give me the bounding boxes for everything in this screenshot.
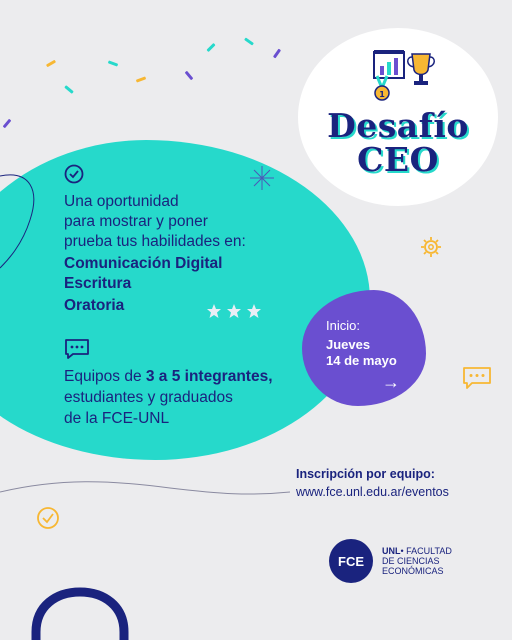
team-prefix: Equipos de: [64, 368, 146, 385]
rating-stars: [206, 303, 266, 321]
check-circle-icon: [64, 164, 84, 184]
start-day: Jueves: [326, 337, 371, 352]
confetti: [136, 76, 146, 82]
team-line-1: [64, 368, 273, 386]
skill-item: Oratoria: [64, 297, 125, 314]
gear-icon: [420, 236, 442, 258]
fce-logo: FCE: [329, 539, 373, 583]
title-line-2: CEO: [357, 140, 439, 179]
arrow-right-icon: →: [382, 372, 400, 392]
unl-line-3: ECONÓMICAS: [382, 566, 444, 576]
registration-link[interactable]: www.fce.unl.edu.ar/eventos: [296, 485, 449, 499]
sparkle-icon: [248, 164, 276, 192]
chat-icon: [64, 338, 90, 360]
team-line-2: estudiantes y graduados: [64, 389, 233, 406]
confetti: [273, 49, 281, 59]
star-icon: [247, 304, 261, 318]
award-illustration: [372, 46, 442, 104]
intro-line: prueba tus habilidades en:: [64, 233, 246, 250]
svg-text:1: 1: [379, 90, 385, 99]
confetti: [3, 119, 12, 129]
intro-line: Una oportunidad: [64, 193, 179, 210]
skill-item: Escritura: [64, 275, 132, 292]
unl-name: UNL: [382, 546, 401, 556]
confetti: [46, 60, 56, 68]
chart-icon: [374, 50, 404, 78]
team-size: 3 a 5 integrantes,: [145, 368, 273, 385]
confetti: [244, 37, 254, 45]
confetti: [206, 43, 215, 52]
star-icon: [227, 304, 241, 318]
confetti: [64, 85, 74, 94]
intro-line: para mostrar y poner: [64, 213, 208, 230]
unl-faculty: • FACULTAD: [400, 546, 452, 556]
intro-text: [64, 192, 246, 252]
start-date: 14 de mayo: [326, 353, 397, 368]
title-line-1: Desafío: [327, 106, 469, 145]
unl-line-1: [382, 546, 452, 557]
arch-decoration: [28, 586, 132, 640]
confetti: [108, 60, 118, 66]
registration-label: Inscripción por equipo:: [296, 467, 435, 481]
star-icon: [207, 304, 221, 318]
medal-icon: [375, 76, 389, 100]
line-decoration: [0, 470, 300, 510]
team-line-3: de la FCE-UNL: [64, 410, 170, 427]
check-circle-icon: [36, 506, 60, 530]
unl-line-2: DE CIENCIAS: [382, 556, 440, 566]
chat-icon: [462, 366, 492, 390]
skill-item: Comunicación Digital: [64, 255, 223, 272]
trophy-icon: [408, 54, 435, 85]
start-label: Inicio:: [326, 318, 360, 333]
curve-decoration: [0, 160, 60, 270]
confetti: [185, 71, 194, 81]
